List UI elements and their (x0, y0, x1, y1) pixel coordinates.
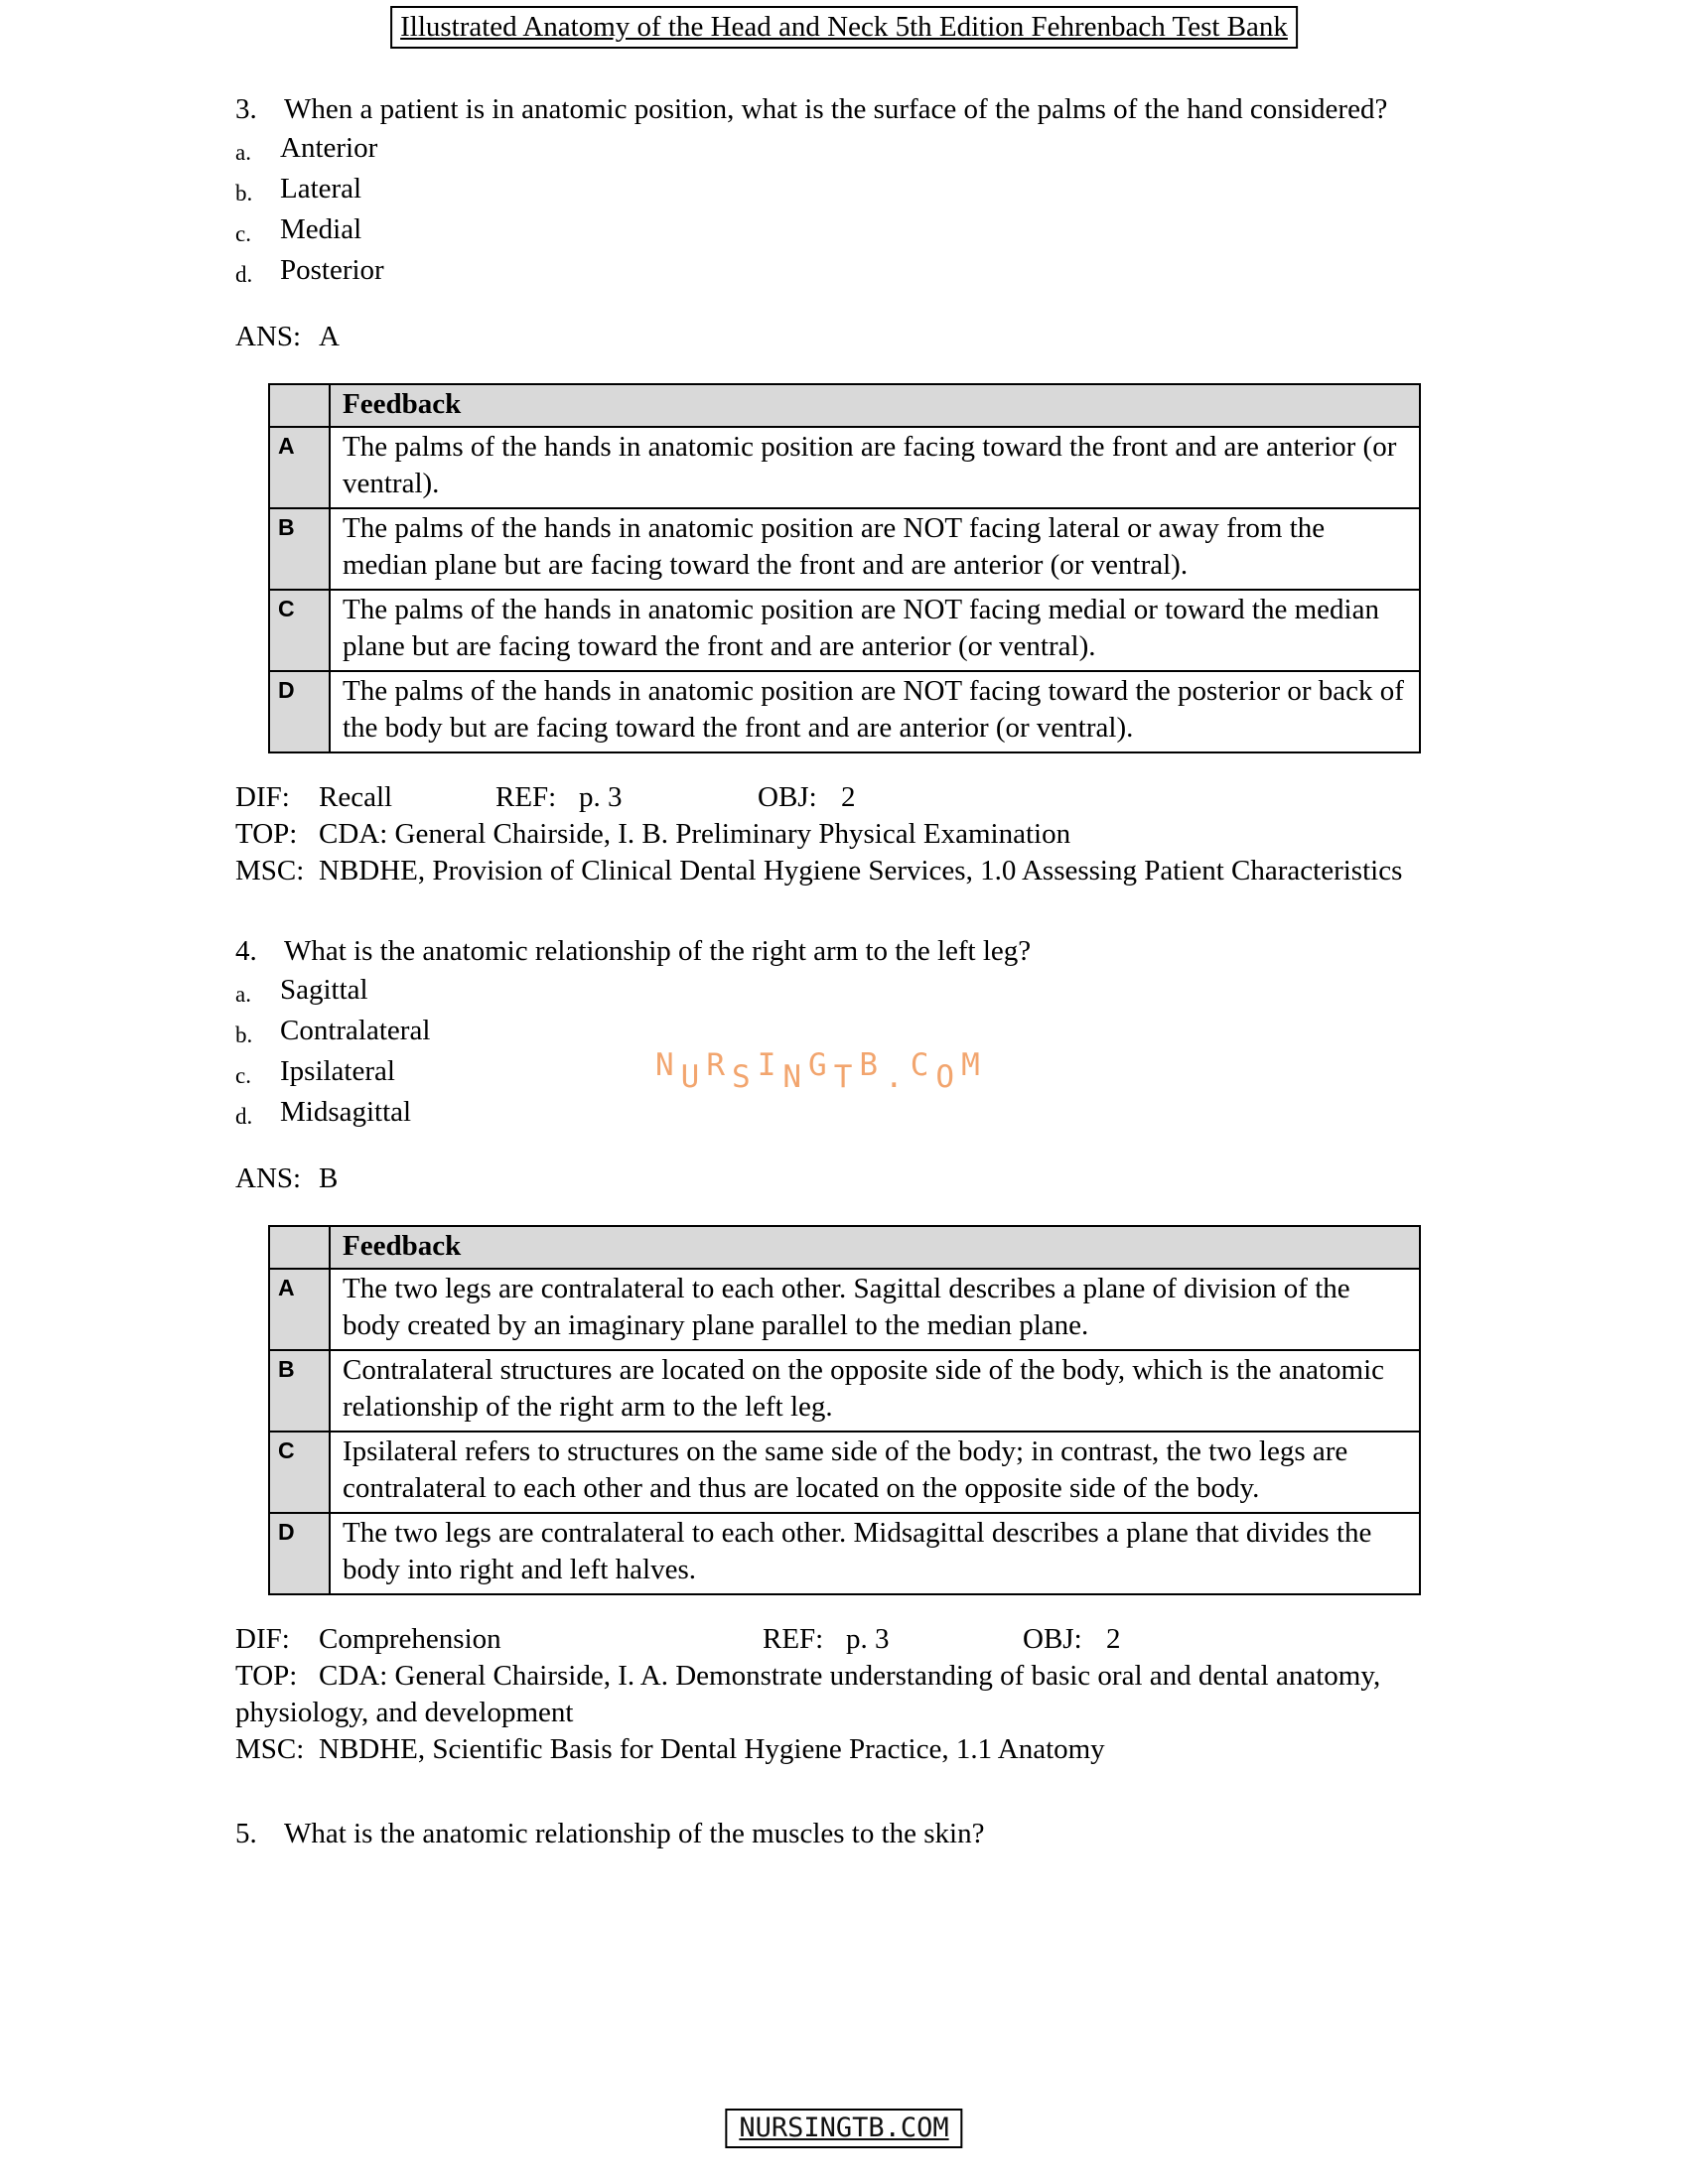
feedback-letter: A (269, 427, 330, 508)
obj-value: 2 (1106, 1623, 1121, 1655)
dif-value: Comprehension (319, 1623, 501, 1655)
answer-line (235, 319, 1496, 355)
question-line (235, 1816, 1496, 1852)
feedback-header: Feedback (330, 384, 1420, 427)
obj-label: OBJ: (1023, 1623, 1082, 1655)
dif-label: DIF: (235, 1623, 290, 1655)
question-number: 3. (235, 93, 257, 125)
option-row (235, 130, 1496, 171)
msc-text: NBDHE, Provision of Clinical Dental Hygiene Services, 1.0 Assessing Patient Characteristics (319, 855, 1403, 887)
dif-label: DIF: (235, 781, 290, 813)
feedback-letter: A (269, 1269, 330, 1350)
obj-value: 2 (841, 781, 856, 813)
top-label: TOP: (235, 818, 298, 850)
question-block-3 (235, 91, 1496, 889)
top-line (235, 1658, 1496, 1731)
feedback-text: The palms of the hands in anatomic position are NOT facing medial or toward the median plane but are facing toward the front and are anterior (or ventral). (330, 590, 1420, 671)
question-text: What is the anatomic relationship of the muscles to the skin? (284, 1818, 985, 1849)
feedback-text: The palms of the hands in anatomic position are facing toward the front and are anterior (or ventral). (330, 427, 1420, 508)
dif-value: Recall (319, 781, 393, 813)
ref-label: REF: (763, 1623, 824, 1655)
option-letter: c. (235, 221, 251, 246)
document-title-box (390, 6, 1298, 49)
option-text: Medial (280, 213, 362, 245)
feedback-text: Ipsilateral refers to structures on the same side of the body; in contrast, the two legs are contralateral to each other and thus are located on the opposite side of the body. (330, 1432, 1420, 1513)
option-row (235, 1094, 1496, 1135)
feedback-row (269, 1513, 1420, 1594)
feedback-header-row (269, 1226, 1420, 1269)
question-number: 4. (235, 935, 257, 967)
answer-label: ANS: (235, 1162, 302, 1194)
question-meta (235, 779, 1496, 889)
option-text: Lateral (280, 173, 362, 205)
feedback-row (269, 508, 1420, 590)
option-row (235, 171, 1496, 211)
footer-watermark: NURSINGTB.COM (739, 2113, 949, 2143)
page-content (235, 91, 1496, 1852)
feedback-row (269, 1350, 1420, 1432)
top-text: CDA: General Chairside, I. B. Preliminary Physical Examination (319, 818, 1071, 850)
question-meta (235, 1621, 1496, 1768)
option-letter: a. (235, 982, 251, 1007)
option-row (235, 211, 1496, 252)
feedback-text: The two legs are contralateral to each other. Sagittal describes a plane of division of the body created by an imaginary plane parallel to the median plane. (330, 1269, 1420, 1350)
ref-label: REF: (495, 781, 557, 813)
dif-line (235, 1621, 1496, 1658)
feedback-letter: D (269, 1513, 330, 1594)
feedback-text: The palms of the hands in anatomic position are NOT facing lateral or away from the median plane but are facing toward the front and are anterior (or ventral). (330, 508, 1420, 590)
watermark-nursingtb: NURSINGTB.COM (655, 1047, 987, 1095)
msc-line (235, 853, 1496, 889)
option-row (235, 972, 1496, 1013)
answer-label: ANS: (235, 321, 302, 352)
option-letter: c. (235, 1063, 251, 1088)
top-text: CDA: General Chairside, I. A. Demonstrate understanding of basic oral and dental anatomy, physiology, and development (235, 1660, 1381, 1728)
msc-line (235, 1731, 1496, 1768)
question-text: What is the anatomic relationship of the right arm to the left leg? (284, 935, 1032, 967)
feedback-letter: B (269, 1350, 330, 1432)
option-text: Ipsilateral (280, 1055, 395, 1087)
option-text: Posterior (280, 254, 384, 286)
msc-label: MSC: (235, 855, 305, 887)
answer-options (235, 130, 1496, 293)
option-text: Sagittal (280, 974, 368, 1006)
ref-value: p. 3 (579, 781, 623, 813)
feedback-row (269, 1269, 1420, 1350)
option-letter: b. (235, 181, 253, 205)
option-text: Anterior (280, 132, 378, 164)
question-number: 5. (235, 1818, 257, 1849)
answer-value: A (319, 321, 340, 352)
question-line (235, 91, 1496, 128)
feedback-row (269, 1432, 1420, 1513)
option-letter: d. (235, 262, 253, 287)
feedback-letter: D (269, 671, 330, 752)
feedback-letter: C (269, 1432, 330, 1513)
feedback-header-empty-cell (269, 384, 330, 427)
feedback-row (269, 427, 1420, 508)
question-block-5 (235, 1816, 1496, 1852)
feedback-row (269, 590, 1420, 671)
option-letter: a. (235, 140, 251, 165)
msc-label: MSC: (235, 1733, 305, 1765)
option-letter: b. (235, 1023, 253, 1047)
msc-text: NBDHE, Scientific Basis for Dental Hygiene Practice, 1.1 Anatomy (319, 1733, 1105, 1765)
ref-value: p. 3 (846, 1623, 890, 1655)
document-title: Illustrated Anatomy of the Head and Neck 5th Edition Fehrenbach Test Bank (400, 11, 1288, 43)
feedback-header: Feedback (330, 1226, 1420, 1269)
footer-watermark-box (725, 2109, 962, 2148)
dif-line (235, 779, 1496, 816)
feedback-table (268, 383, 1421, 753)
feedback-header-empty-cell (269, 1226, 330, 1269)
feedback-letter: B (269, 508, 330, 590)
option-text: Midsagittal (280, 1096, 412, 1128)
top-line (235, 816, 1496, 853)
option-text: Contralateral (280, 1015, 431, 1046)
feedback-table (268, 1225, 1421, 1595)
option-row (235, 252, 1496, 293)
feedback-row (269, 671, 1420, 752)
question-line (235, 933, 1496, 970)
feedback-text: The two legs are contralateral to each other. Midsagittal describes a plane that divides the body into right and left halves. (330, 1513, 1420, 1594)
answer-value: B (319, 1162, 339, 1194)
feedback-text: Contralateral structures are located on the opposite side of the body, which is the anatomic relationship of the right arm to the left leg. (330, 1350, 1420, 1432)
option-letter: d. (235, 1104, 253, 1129)
feedback-header-row (269, 384, 1420, 427)
answer-line (235, 1160, 1496, 1197)
feedback-letter: C (269, 590, 330, 671)
obj-label: OBJ: (758, 781, 817, 813)
question-text: When a patient is in anatomic position, what is the surface of the palms of the hand considered? (284, 93, 1388, 125)
feedback-text: The palms of the hands in anatomic position are NOT facing toward the posterior or back of the body but are facing toward the front and are anterior (or ventral). (330, 671, 1420, 752)
top-label: TOP: (235, 1660, 298, 1692)
